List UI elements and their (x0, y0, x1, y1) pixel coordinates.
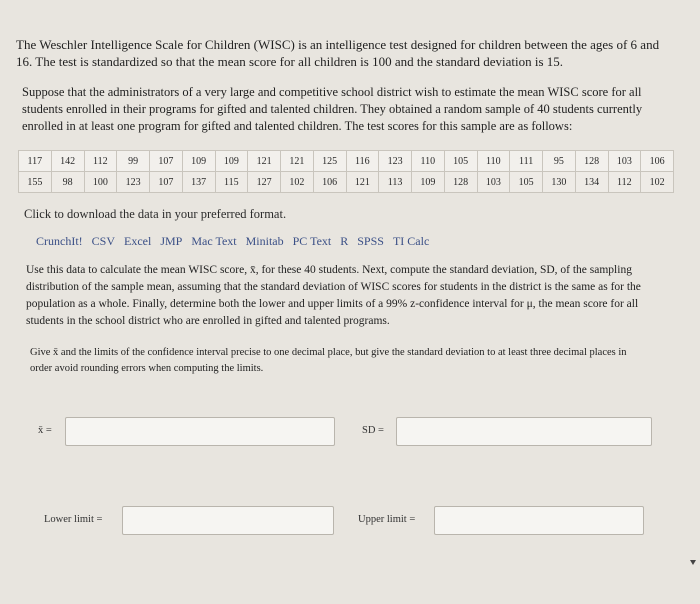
score-cell: 128 (575, 151, 608, 172)
scenario-paragraph: Suppose that the administrators of a very large and competitive school district wish to estimate the mean WISC score for all students enrolled in their programs for gifted and talented children. They obtained a random sample of 40 students currently enrolled in at least one program for gifted and talented children. The test scores for this sample are as follows: (22, 85, 643, 133)
score-cell: 109 (182, 151, 215, 172)
score-cell: 121 (248, 151, 281, 172)
precision-note: Give x̄ and the limits of the confidence interval precise to one decimal place, but give the standard deviation to at least three decimal places in order avoid rounding errors when computing the limits. (30, 347, 627, 374)
score-cell: 105 (510, 172, 543, 193)
format-link-mac-text[interactable]: Mac Text (191, 234, 237, 248)
score-cell: 105 (444, 151, 477, 172)
score-cell: 107 (150, 172, 183, 193)
scores-row-1 (19, 151, 674, 172)
format-link-ti-calc[interactable]: TI Calc (392, 234, 430, 248)
score-cell: 116 (346, 151, 379, 172)
score-cell: 121 (346, 172, 379, 193)
score-cell: 106 (313, 172, 346, 193)
score-cell: 102 (641, 172, 674, 193)
score-cell: 106 (641, 151, 674, 172)
lower-limit-input[interactable] (122, 506, 334, 535)
score-cell: 112 (608, 172, 641, 193)
upper-limit-input[interactable] (434, 506, 644, 535)
score-cell: 98 (51, 172, 84, 193)
sd-label: SD = (362, 425, 384, 436)
format-link-spss[interactable]: SPSS (357, 234, 384, 248)
upper-limit-label: Upper limit = (358, 514, 416, 525)
score-cell: 117 (19, 151, 52, 172)
score-cell: 123 (117, 172, 150, 193)
scores-row-2 (19, 172, 674, 193)
download-prompt: Click to download the data in your preferred format. (24, 207, 287, 221)
intro-paragraph: The Weschler Intelligence Scale for Children (WISC) is an intelligence test designed for children between the ages of 6 and 16. The test is standardized so that the mean score for all children is 100 and the standard deviation is 15. (16, 37, 660, 69)
score-cell: 121 (281, 151, 314, 172)
score-cell: 123 (379, 151, 412, 172)
score-cell: 111 (510, 151, 543, 172)
score-cell: 95 (543, 151, 576, 172)
score-cell: 107 (150, 151, 183, 172)
score-cell: 137 (182, 172, 215, 193)
score-cell: 100 (84, 172, 117, 193)
score-cell: 113 (379, 172, 412, 193)
score-cell: 125 (313, 151, 346, 172)
score-cell: 127 (248, 172, 281, 193)
download-format-links (36, 234, 429, 249)
format-link-crunchit[interactable]: CrunchIt! (36, 234, 83, 248)
format-link-pc-text[interactable]: PC Text (292, 234, 332, 248)
score-cell: 128 (444, 172, 477, 193)
lower-limit-label: Lower limit = (44, 514, 103, 525)
score-cell: 109 (215, 151, 248, 172)
mean-input[interactable] (65, 417, 335, 446)
score-cell: 112 (84, 151, 117, 172)
score-cell: 130 (543, 172, 576, 193)
mean-label: x̄ = (38, 425, 52, 436)
format-link-minitab[interactable]: Minitab (245, 234, 284, 248)
format-link-csv[interactable]: CSV (91, 234, 115, 248)
scores-table (18, 150, 674, 193)
score-cell: 142 (51, 151, 84, 172)
score-cell: 110 (477, 151, 510, 172)
score-cell: 103 (608, 151, 641, 172)
format-link-excel[interactable]: Excel (124, 234, 152, 248)
sd-input[interactable] (396, 417, 652, 446)
score-cell: 110 (412, 151, 445, 172)
instructions-paragraph: Use this data to calculate the mean WISC score, x̄, for these 40 students. Next, compute the standard deviation, SD, of the sampling distribution of the sample mean, assuming that the standard deviation of WISC scores for students in the district is the same as for the population as a whole. Finally, determine both the lower and upper limits of a 99% z-confidence interval for μ, the mean score for all students in the school district who are enrolled in gifted and talented programs. (26, 264, 641, 327)
score-cell: 134 (575, 172, 608, 193)
format-link-jmp[interactable]: JMP (160, 234, 183, 248)
score-cell: 115 (215, 172, 248, 193)
score-cell: 103 (477, 172, 510, 193)
score-cell: 102 (281, 172, 314, 193)
scroll-down-icon[interactable] (690, 560, 696, 565)
score-cell: 99 (117, 151, 150, 172)
score-cell: 155 (19, 172, 52, 193)
format-link-r[interactable]: R (340, 234, 349, 248)
score-cell: 109 (412, 172, 445, 193)
